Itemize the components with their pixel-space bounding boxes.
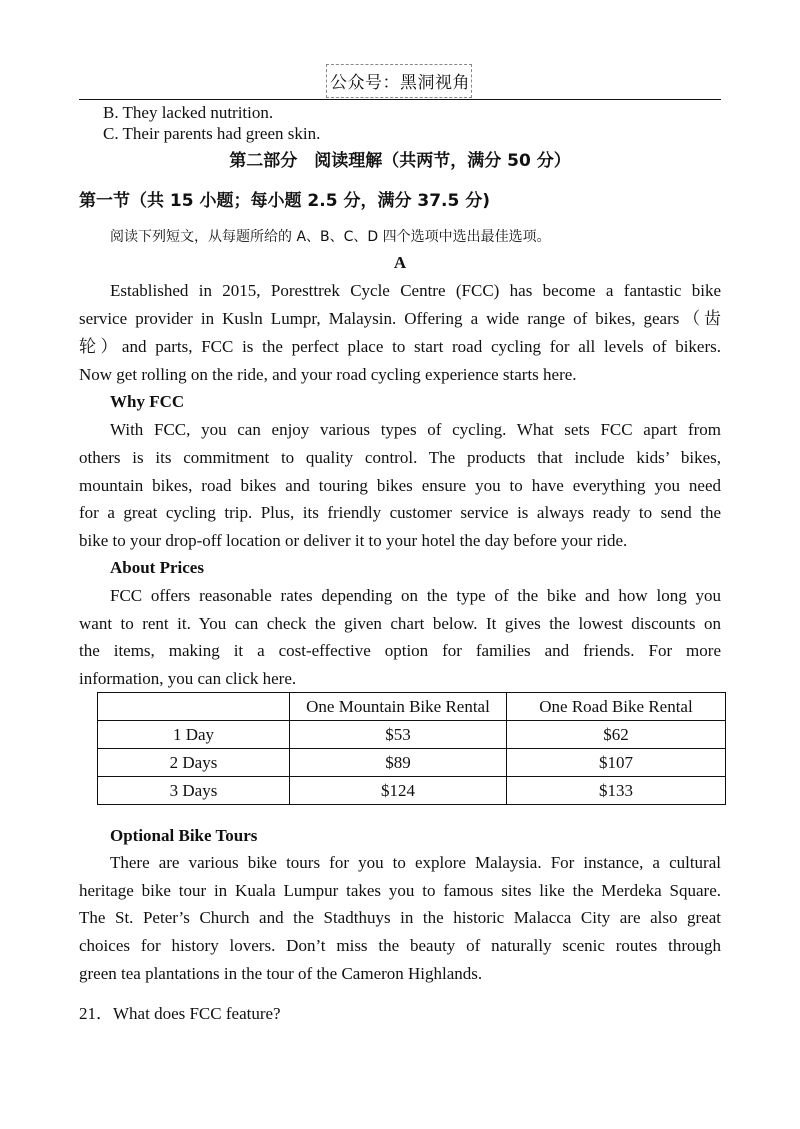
table-cell: $62 xyxy=(507,721,726,749)
paragraph-line: With FCC, you can enjoy various types of cycling. What sets FCC apart from xyxy=(110,420,721,439)
paragraph-line: the items, making it a cost-effective option for families and friends. For more xyxy=(79,641,721,660)
table-row xyxy=(98,777,726,805)
paragraph-line: Now get rolling on the ride, and your road cycling experience starts here. xyxy=(79,365,577,384)
passage-letter: A xyxy=(393,253,407,272)
table-cell: $89 xyxy=(290,749,507,777)
rental-price-table xyxy=(97,692,726,805)
paragraph-line: heritage bike tour in Kuala Lumpur takes you to famous sites like the Merdeka Square. xyxy=(79,881,721,900)
table-cell: 2 Days xyxy=(98,749,290,777)
paragraph-line: FCC offers reasonable rates depending on the type of the bike and how long you xyxy=(110,586,721,605)
prices-heading: About Prices xyxy=(110,558,204,577)
table-row xyxy=(98,749,726,777)
paragraph-line: The St. Peter’s Church and the Stadthuys in the historic Malacca City are also great xyxy=(79,908,721,927)
table-header-cell xyxy=(98,693,290,721)
table-header-cell: One Mountain Bike Rental xyxy=(290,693,507,721)
table-cell: $53 xyxy=(290,721,507,749)
prev-option-b: B. They lacked nutrition. xyxy=(103,103,274,122)
paragraph-line: information, you can click here. xyxy=(79,669,297,688)
table-cell: $107 xyxy=(507,749,726,777)
table-header-row xyxy=(98,693,726,721)
paragraph-line: service provider in Kusln Lumpr, Malaysin. Offering a wide range of bikes, gears（齿 xyxy=(79,309,721,328)
table-cell: 3 Days xyxy=(98,777,290,805)
tours-heading: Optional Bike Tours xyxy=(110,826,258,845)
why-heading: Why FCC xyxy=(110,392,185,411)
paragraph-line: want to rent it. You can check the given chart below. It gives the lowest discounts on xyxy=(79,614,721,633)
paragraph-line: bike to your drop-off location or deliver it to your hotel the day before your ride. xyxy=(79,531,628,550)
part-title: 第二部分 阅读理解（共两节，满分 50 分） xyxy=(229,151,571,171)
paragraph-line: green tea plantations in the tour of the Cameron Highlands. xyxy=(79,964,483,983)
paragraph-line: There are various bike tours for you to explore Malaysia. For instance, a cultural xyxy=(110,853,721,872)
table-cell: $124 xyxy=(290,777,507,805)
paragraph-line: others is its commitment to quality control. The products that include kids’ bikes, xyxy=(79,448,721,467)
section-title: 第一节（共 15 小题；每小题 2.5 分，满分 37.5 分) xyxy=(79,191,490,211)
prev-option-c: C. Their parents had green skin. xyxy=(103,124,321,143)
question-21: 21．What does FCC feature? xyxy=(79,1004,281,1023)
paragraph-line: choices for history lovers. Don’t miss the beauty of naturally scenic routes through xyxy=(79,936,721,955)
paragraph-line: for a great cycling trip. Plus, its friendly customer service is always ready to send the xyxy=(79,503,721,522)
table-cell: 1 Day xyxy=(98,721,290,749)
paragraph-line: Established in 2015, Poresttrek Cycle Centre (FCC) has become a fantastic bike xyxy=(110,281,721,300)
table-row xyxy=(98,721,726,749)
paragraph-line: mountain bikes, road bikes and touring bikes ensure you to have everything you need xyxy=(79,476,721,495)
paragraph-line: 轮）and parts, FCC is the perfect place to start road cycling for all levels of bikers. xyxy=(79,337,721,356)
table-cell: $133 xyxy=(507,777,726,805)
instructions: 阅读下列短文，从每题所给的 A、B、C、D 四个选项中选出最佳选项。 xyxy=(110,229,551,245)
header-watermark: 公众号：黑洞视角 xyxy=(330,73,470,93)
table-header-cell: One Road Bike Rental xyxy=(507,693,726,721)
